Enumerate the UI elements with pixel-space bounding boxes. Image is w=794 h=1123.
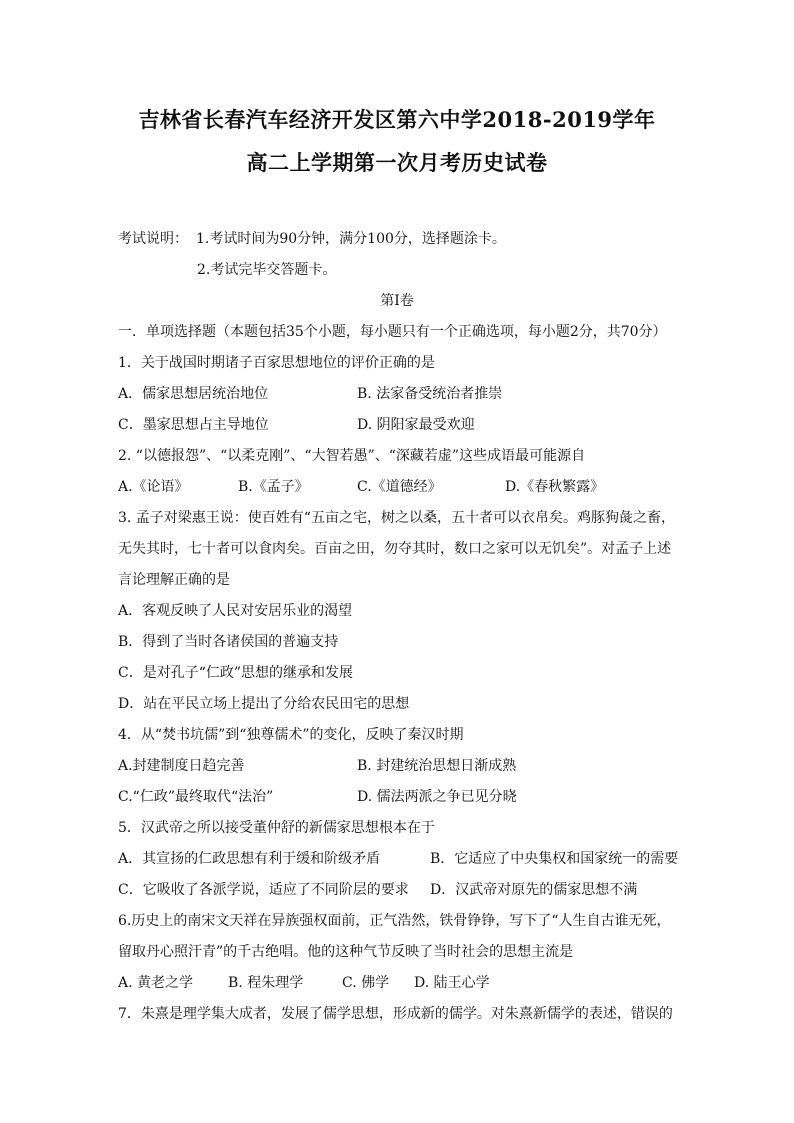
section-title: 第Ⅰ卷 — [380, 293, 414, 309]
question-5-option-b: B．它适应了中央集权和国家统一的需要 — [430, 851, 679, 867]
question-4-option-d: D. 儒法两派之争已见分晓 — [357, 789, 517, 805]
page-title-line1: 吉林省长春汽车经济开发区第六中学2018-2019学年 — [138, 107, 656, 132]
question-6-stem-line2: 留取丹心照汗青”的千古绝唱。他的这种气节反映了当时社会的思想主流是 — [118, 944, 574, 960]
exam-notes-line1 — [118, 229, 506, 249]
question-2-option-d: D.《春秋繁露》 — [505, 479, 605, 495]
question-2-option-b: B.《孟子》 — [238, 479, 309, 495]
question-5-stem: 5．汉武帝之所以接受董仲舒的新儒家思想根本在于 — [118, 820, 435, 836]
question-1-stem: 1．关于战国时期诸子百家思想地位的评价正确的是 — [118, 355, 435, 371]
question-3-option-a: A．客观反映了人民对安居乐业的渴望 — [118, 603, 353, 619]
question-7-stem: 7．朱熹是理学集大成者，发展了儒学思想，形成新的儒学。对朱熹新儒学的表述，错误的 — [118, 1006, 673, 1022]
question-6-option-b: B. 程朱理学 — [228, 975, 304, 991]
question-2-option-a: A.《论语》 — [118, 479, 189, 495]
question-6-option-c: C. 佛学 — [342, 975, 390, 991]
question-3-option-b: B．得到了当时各诸侯国的普遍支持 — [118, 634, 339, 650]
question-4-stem: 4．从“焚书坑儒”到“独尊儒术”的变化，反映了秦汉时期 — [118, 727, 464, 743]
question-4-option-b: B. 封建统治思想日渐成熟 — [357, 758, 517, 774]
question-4-option-a: A.封建制度日趋完善 — [118, 758, 245, 774]
question-1-option-a: A．儒家思想居统治地位 — [118, 386, 269, 402]
question-6-option-d: D. 陆王心学 — [414, 975, 490, 991]
question-2-option-c: C.《道德经》 — [357, 479, 442, 495]
question-2-stem: 2. “以德报怨”、“以柔克刚”、“大智若愚”、“深藏若虚”这些成语最可能源自 — [118, 448, 586, 464]
question-1-option-b: B. 法家备受统治者推崇 — [357, 386, 503, 402]
question-4-option-c: C.“仁政”最终取代“法治” — [118, 789, 274, 805]
question-3-stem-line3: 言论理解正确的是 — [118, 572, 230, 588]
page-title-line2: 高二上学期第一次月考历史试卷 — [246, 150, 548, 175]
question-6-option-a: A. 黄老之学 — [118, 975, 194, 991]
question-5-option-a: A．其宣扬的仁政思想有利于缓和阶级矛盾 — [118, 851, 381, 867]
question-1-option-d: D. 阴阳家最受欢迎 — [357, 417, 475, 433]
question-5-option-c: C．它吸收了各派学说，适应了不同阶层的要求 — [118, 882, 409, 898]
question-5-option-d: D．汉武帝对原先的儒家思想不满 — [430, 882, 638, 898]
question-3-option-c: C．是对孔子“仁政”思想的继承和发展 — [118, 665, 354, 681]
question-3-stem-line1: 3. 孟子对梁惠王说：使百姓有“五亩之宅，树之以桑，五十者可以衣帛矣。鸡豚狗彘之畜， — [118, 510, 675, 526]
exam-note-2: 2.考试完毕交答题卡。 — [197, 262, 337, 278]
question-6-stem-line1: 6.历史上的南宋文天祥在异族强权面前，正气浩然，铁骨铮铮，写下了“人生自古谁无死， — [118, 913, 671, 929]
exam-notes-label: 考试说明： — [118, 231, 188, 247]
question-3-option-d: D．站在平民立场上提出了分给农民田宅的思想 — [118, 696, 410, 712]
exam-note-1: 1.考试时间为90分钟，满分100分，选择题涂卡。 — [196, 231, 506, 247]
question-1-option-c: C．墨家思想占主导地位 — [118, 417, 269, 433]
question-3-stem-line2: 无失其时，七十者可以食肉矣。百亩之田，勿夺其时，数口之家可以无饥矣”。对孟子上述 — [118, 541, 672, 557]
part-heading: 一．单项选择题（本题包括35个小题，每小题只有一个正确选项，每小题2分，共70分） — [118, 324, 667, 340]
